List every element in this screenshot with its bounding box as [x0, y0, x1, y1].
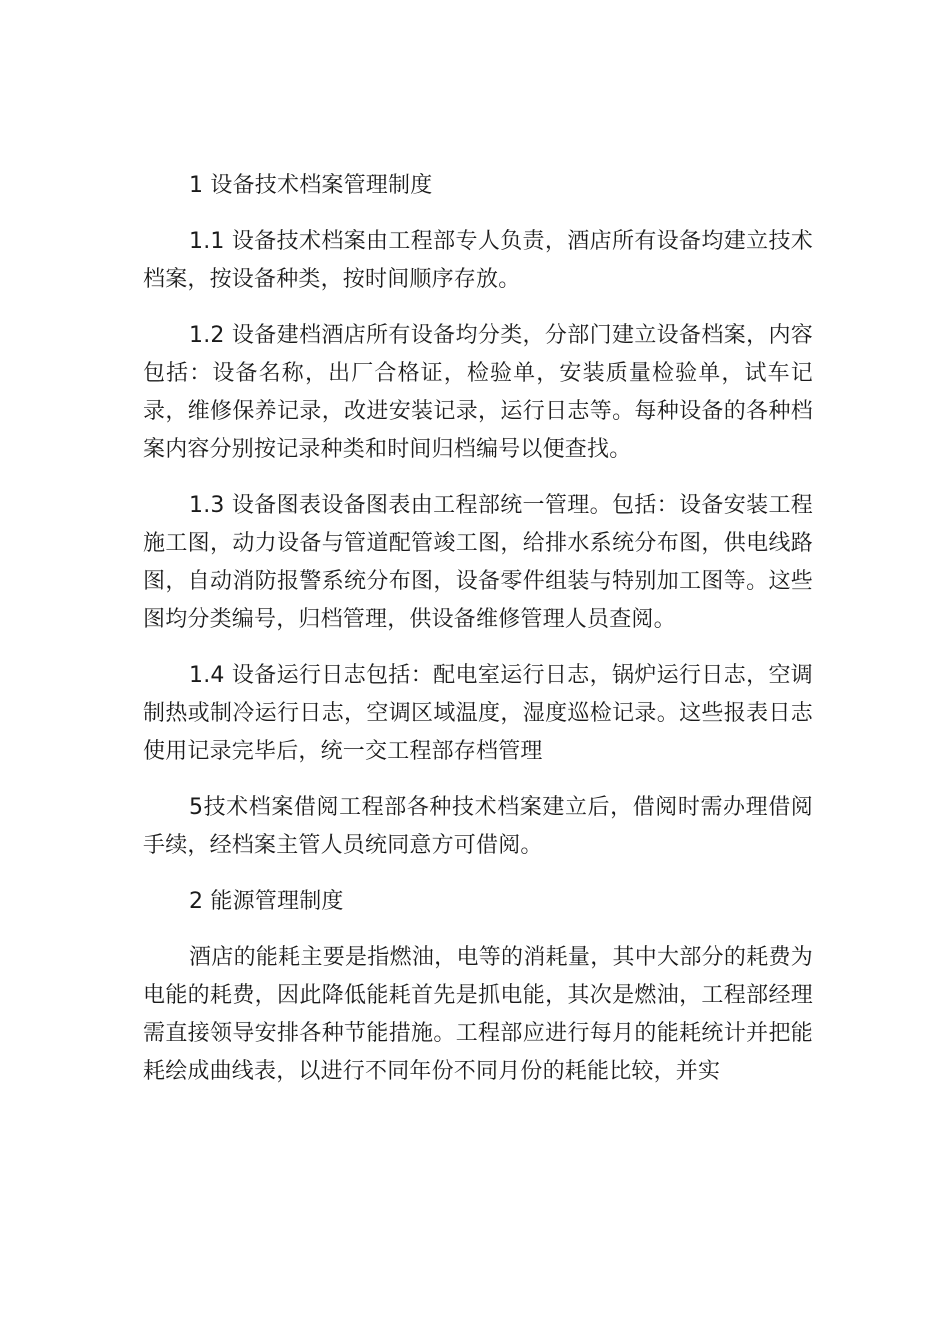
paragraph-1-3: 1.3 设备图表设备图表由工程部统一管理。包括：设备安装工程施工图，动力设备与管道配管竣工图，给排水系统分布图，供电线路图，自动消防报警系统分布图，设备零件组装与特别加工图等。这些图均分类编号，归档管理，供设备维修管理人员查阅。	[143, 493, 813, 632]
paragraph-1-4: 1.4 设备运行日志包括：配电室运行日志，锅炉运行日志，空调制热或制冷运行日志，空调区域温度，湿度巡检记录。这些报表日志使用记录完毕后，统一交工程部存档管理	[143, 663, 813, 764]
paragraph-1-1: 1.1 设备技术档案由工程部专人负责，酒店所有设备均建立技术档案，按设备种类，按时间顺序存放。	[143, 229, 813, 292]
paragraph-1-5: 5技术档案借阅工程部各种技术档案建立后，借阅时需办理借阅手续，经档案主管人员统同意方可借阅。	[143, 795, 813, 858]
section-heading-2: 2 能源管理制度	[189, 889, 344, 914]
paragraph-1-2: 1.2 设备建档酒店所有设备均分类，分部门建立设备档案，内容包括：设备名称，出厂合格证，检验单，安装质量检验单，试车记录，维修保养记录，改进安装记录，运行日志等。每种设备的各种档案内容分别按记录种类和时间归档编号以便查找。	[143, 323, 813, 462]
paragraph-2-1: 酒店的能耗主要是指燃油，电等的消耗量，其中大部分的耗费为电能的耗费，因此降低能耗首先是抓电能，其次是燃油，工程部经理需直接领导安排各种节能措施。工程部应进行每月的能耗统计并把能耗绘成曲线表，以进行不同年份不同月份的耗能比较，并实	[143, 945, 813, 1084]
section-heading-1: 1 设备技术档案管理制度	[189, 173, 433, 198]
document-body	[143, 167, 813, 1109]
